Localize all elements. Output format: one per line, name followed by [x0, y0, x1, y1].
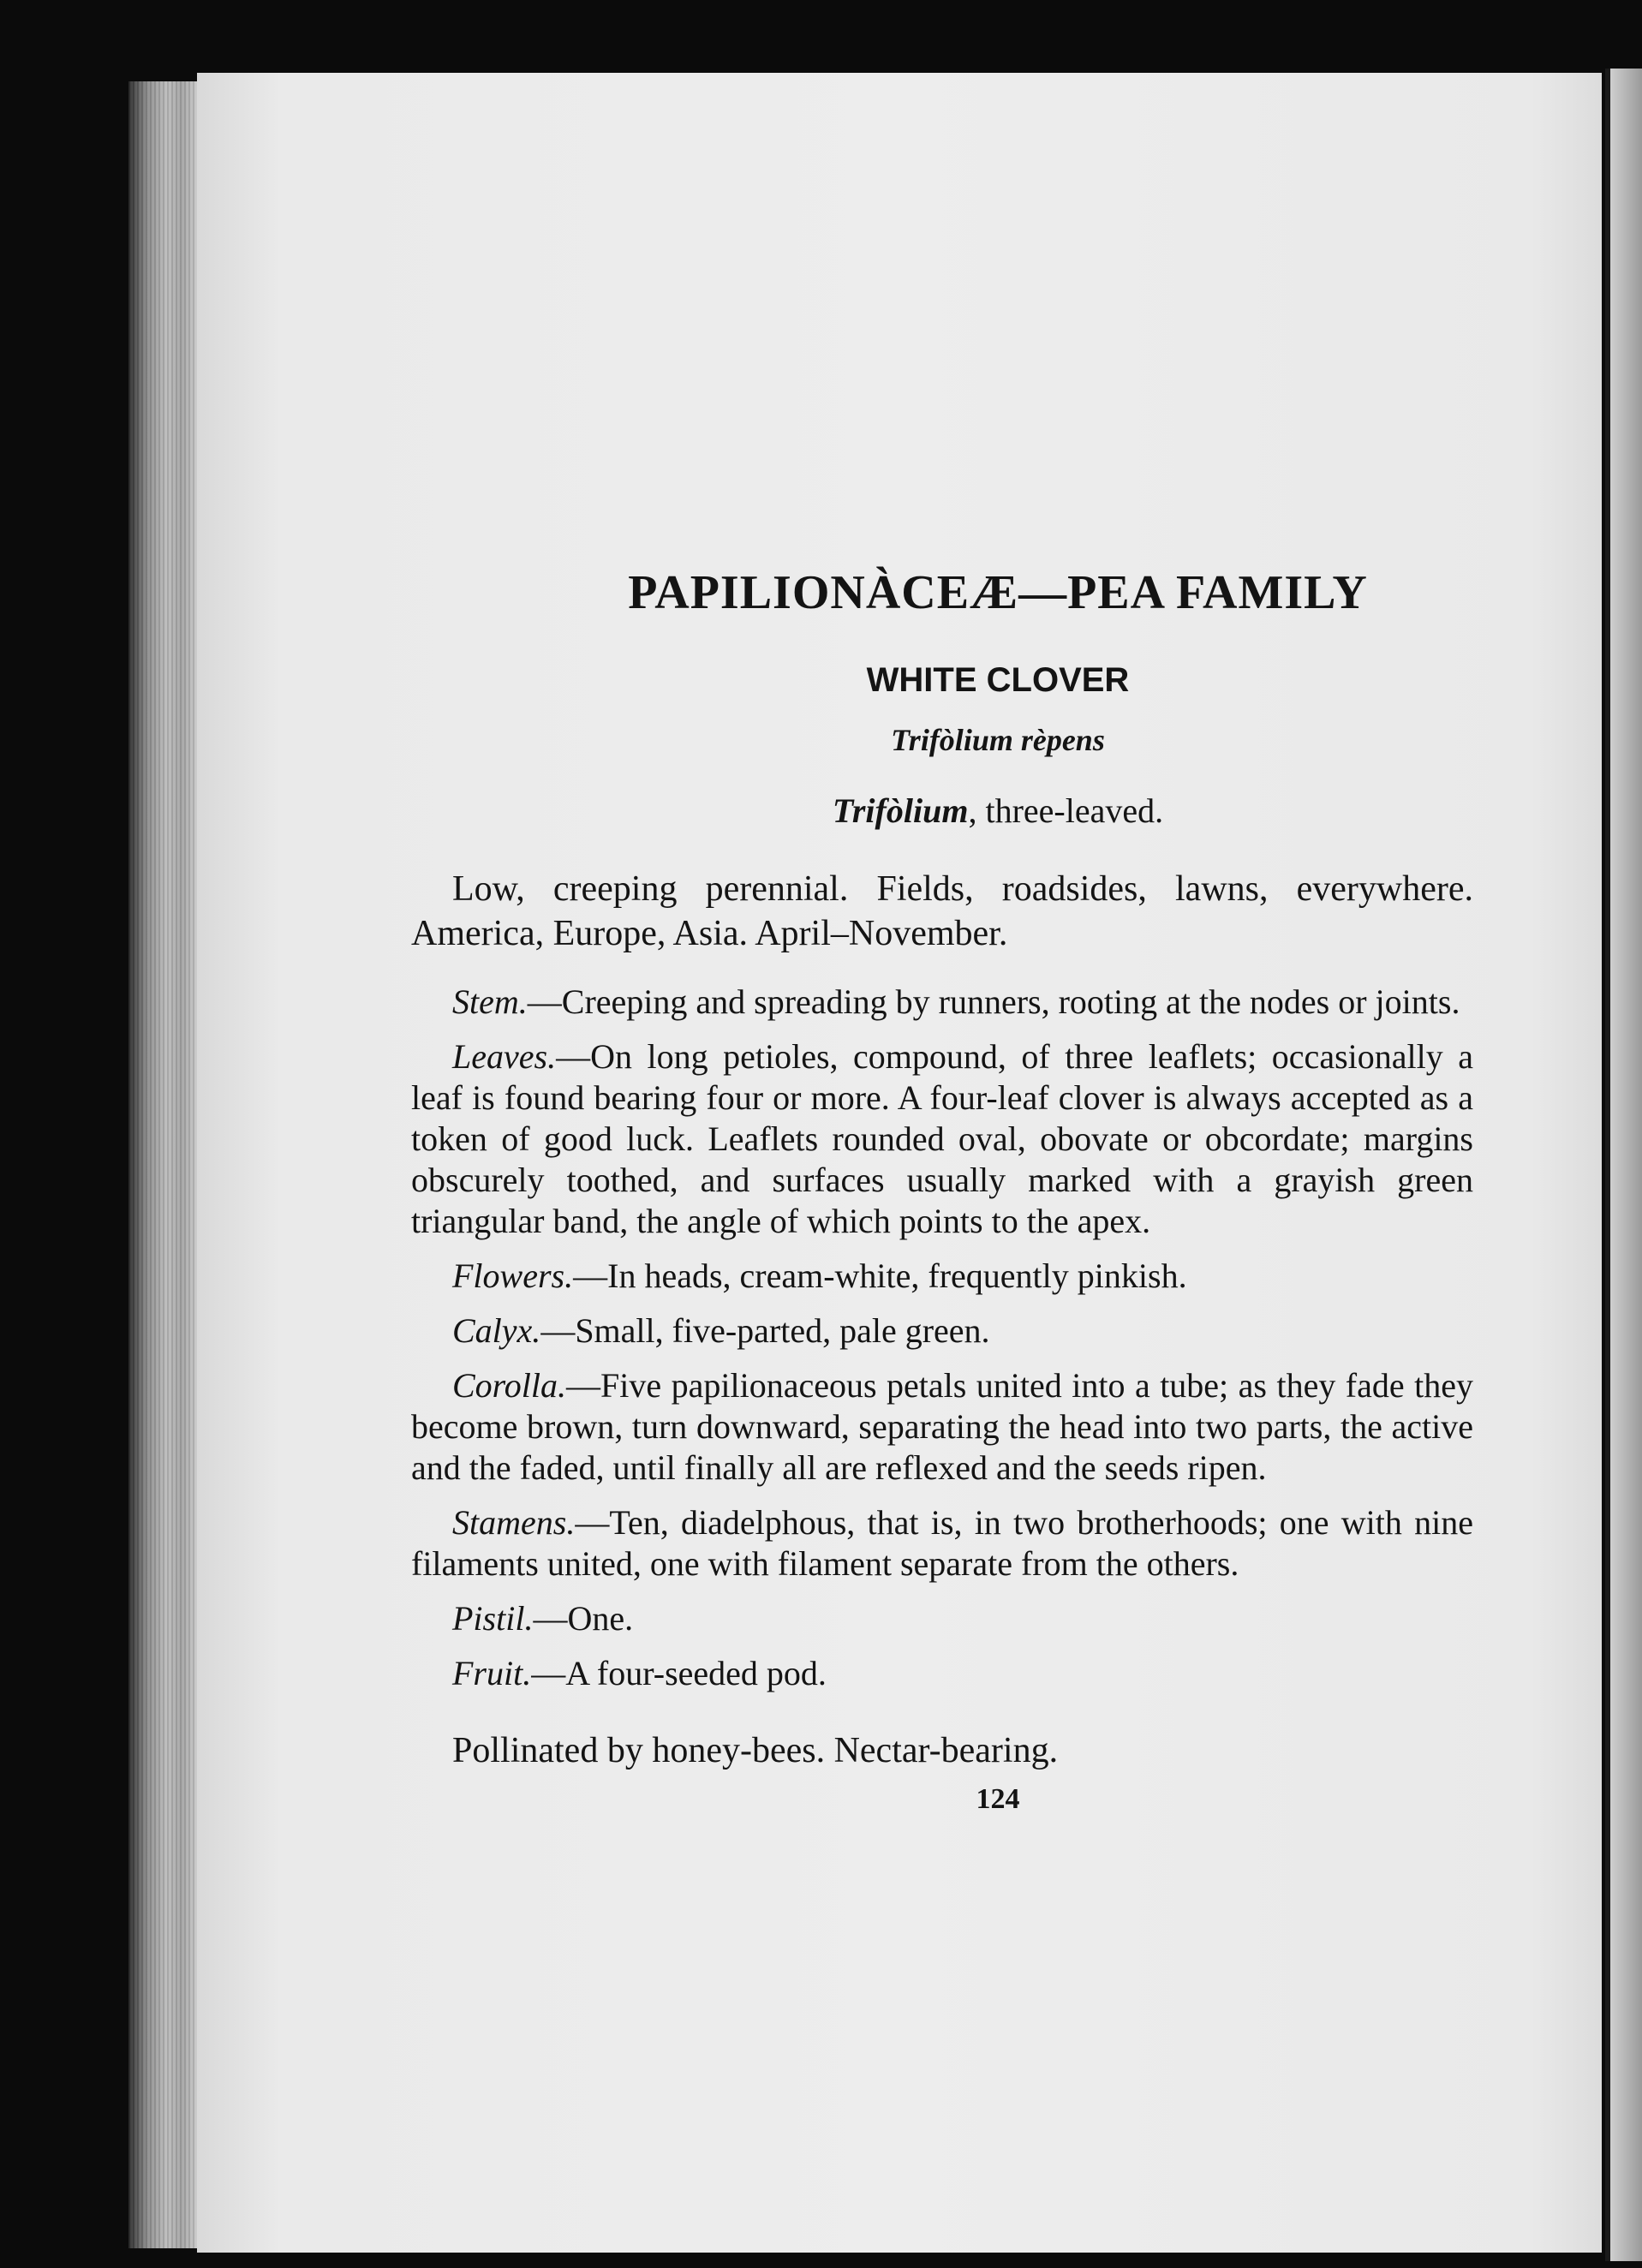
description-leaves [411, 1036, 1473, 1242]
description-stamens [411, 1502, 1473, 1585]
description-calyx [411, 1310, 1473, 1352]
description-text: —Five papilionaceous petals united into a tube; as they fade they become brown, turn downward, separating the head into two parts, the active and the faded, until finally all are reflexed and the seeds ripen. [411, 1366, 1473, 1487]
page-content [411, 565, 1473, 1816]
description-term: Stamens. [452, 1503, 576, 1542]
description-term: Calyx. [452, 1311, 541, 1350]
description-text: —Ten, diadelphous, that is, in two brotherhoods; one with nine filaments united, one with filament separate from the others. [411, 1503, 1473, 1583]
description-term: Fruit. [452, 1654, 532, 1692]
description-term: Corolla. [452, 1366, 566, 1405]
description-text: —Small, five-parted, pale green. [540, 1311, 990, 1350]
description-corolla [411, 1365, 1473, 1489]
description-term: Pistil. [452, 1599, 534, 1638]
etymology [411, 791, 1473, 831]
description-term: Leaves. [452, 1037, 557, 1076]
etymology-term: Trifòlium [832, 791, 969, 830]
common-name: WHITE CLOVER [866, 661, 1130, 699]
page-number: 124 [976, 1783, 1020, 1815]
facing-page-strip [1610, 69, 1642, 2261]
description-text: —A four-seeded pod. [531, 1654, 827, 1692]
intro-paragraph: Low, creeping perennial. Fields, roadsides, lawns, everywhere. America, Europe, Asia. April–November. [411, 869, 1473, 953]
description-text: —One. [533, 1599, 634, 1638]
description-text: —On long petioles, compound, of three leaflets; occasionally a leaf is found bearing four or more. A four-leaf clover is always accepted as a token of good luck. Leaflets rounded oval, obovate or obcordate; margins obscurely toothed, and surfaces usually marked with a grayish green triangular band, the angle of which points to the apex. [411, 1037, 1473, 1240]
etymology-meaning: , three-leaved. [968, 791, 1164, 830]
family-heading: PAPILIONÀCEÆ—PEA FAMILY [628, 566, 1368, 619]
description-text: —Creeping and spreading by runners, rooting at the nodes or joints. [527, 982, 1460, 1021]
scientific-name: Trifòlium rèpens [891, 723, 1105, 757]
description-pistil [411, 1598, 1473, 1639]
description-flowers [411, 1256, 1473, 1297]
closing-line: Pollinated by honey-bees. Nectar-bearing. [452, 1731, 1059, 1770]
description-fruit [411, 1653, 1473, 1694]
description-term: Stem. [452, 982, 528, 1021]
description-text: —In heads, cream-white, frequently pinkish. [573, 1256, 1187, 1295]
description-term: Flowers. [452, 1256, 574, 1295]
description-stem [411, 982, 1473, 1023]
